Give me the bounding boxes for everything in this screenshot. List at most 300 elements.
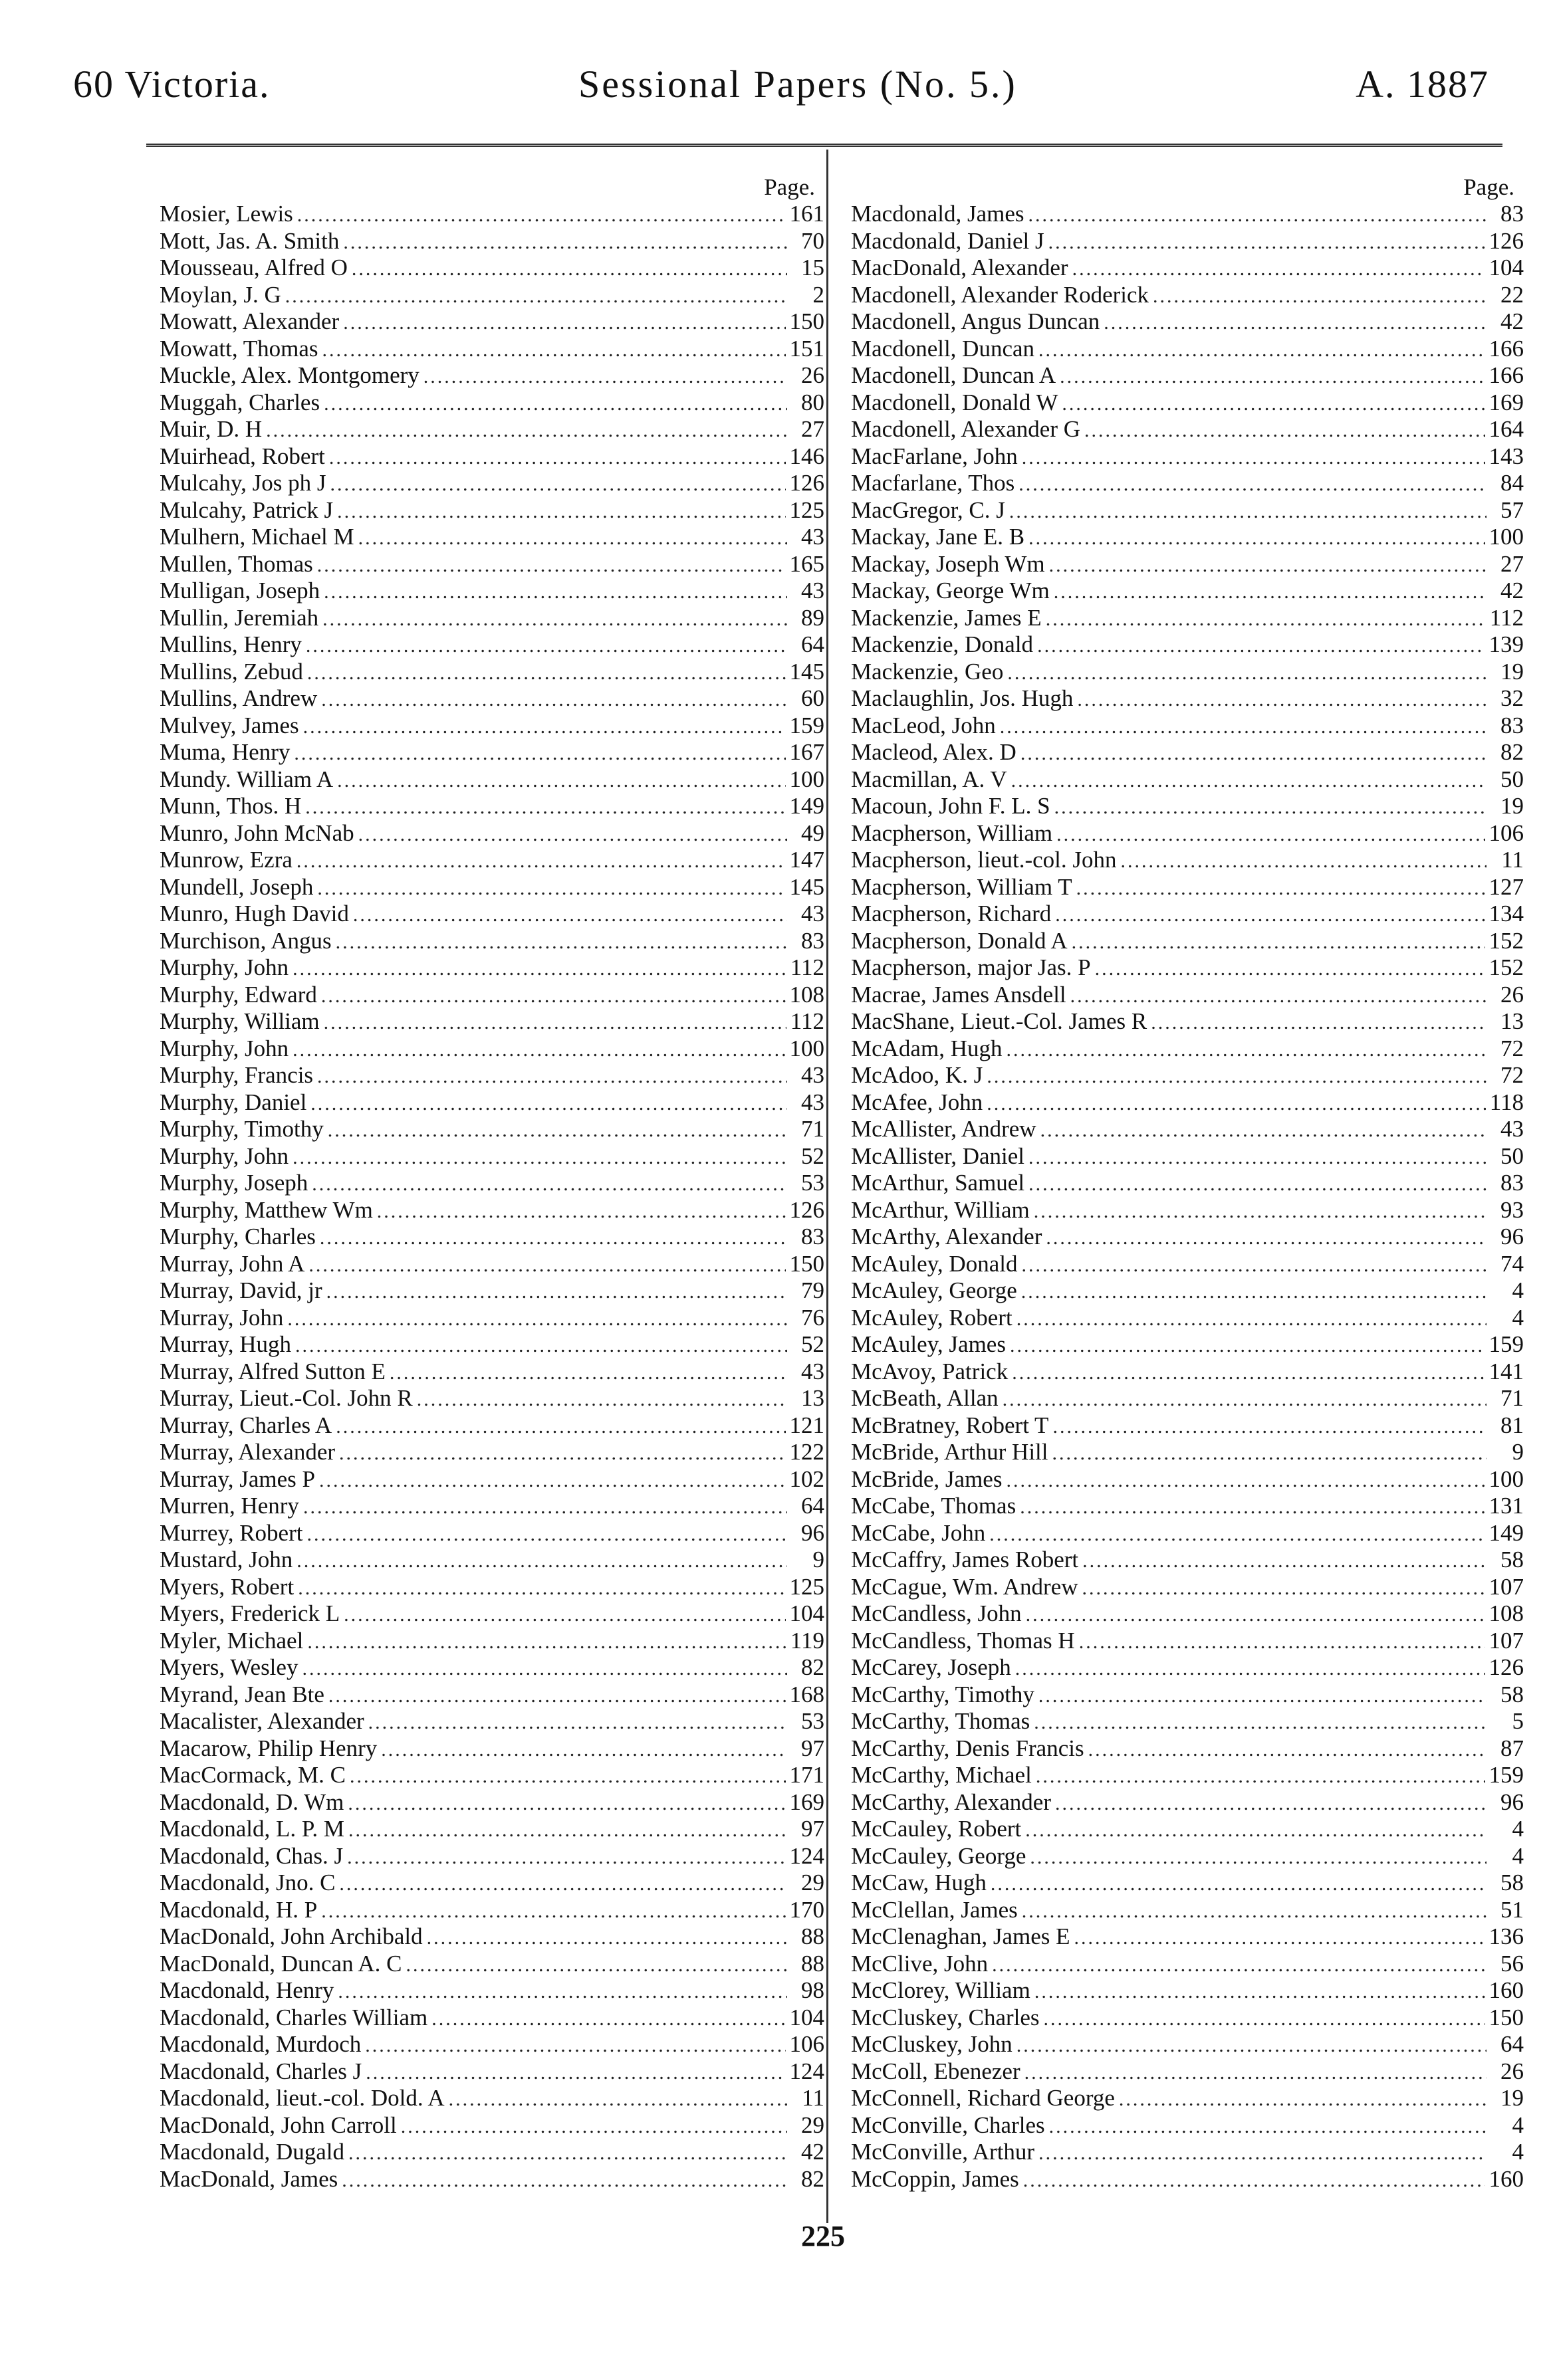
index-entry [160,739,824,766]
index-entry [851,2004,1524,2032]
dot-leader [1022,445,1485,471]
header-year: A. 1887 [1356,62,1489,106]
dot-leader [1046,606,1486,632]
index-entry [851,2139,1524,2166]
entry-page: 170 [789,1896,824,1923]
entry-page: 52 [801,1331,824,1357]
index-entry [160,1466,824,1493]
entry-page: 127 [1489,873,1524,900]
entry-page: 106 [1489,819,1524,846]
index-entry [160,1789,824,1816]
index-entry [851,551,1524,578]
entry-name: Macalister, Alexander [160,1708,364,1734]
index-entry [160,847,824,874]
entry-page: 52 [801,1142,824,1169]
entry-page: 126 [789,470,824,496]
index-entry [851,1224,1524,1251]
entry-page: 4 [1512,2139,1524,2165]
entry-name: Macdonald, Jno. C [160,1870,336,1895]
index-entry [160,1305,824,1332]
dot-leader [353,902,787,928]
dot-leader [1010,1333,1485,1358]
index-entry [160,2166,824,2193]
entry-page: 11 [1501,847,1524,873]
entry-name: Macpherson, major Jas. P [851,954,1091,980]
entry-page: 97 [801,1816,824,1842]
index-entry [851,982,1524,1009]
dot-leader [1088,1737,1487,1763]
entry-page: 160 [1489,2165,1524,2192]
entry-name: Mulhern, Michael M [160,524,354,550]
dot-leader [1025,1817,1487,1843]
entry-page: 83 [801,1224,824,1249]
dot-leader [1072,929,1485,955]
index-entry [851,1385,1524,1412]
entry-name: Murray, Charles A [160,1412,332,1438]
dot-leader [1104,310,1487,336]
entry-name: Mulligan, Joseph [160,578,320,603]
dot-leader [1062,391,1485,417]
entry-name: Mullins, Zebud [160,658,303,685]
index-entry [160,1251,824,1278]
entry-page: 171 [789,1762,824,1788]
entry-name: Macpherson, William [851,819,1053,846]
entry-page: 43 [801,1358,824,1384]
entry-name: Mowatt, Alexander [160,308,340,334]
entry-page: 4 [1512,1304,1524,1331]
entry-page: 72 [1500,1035,1524,1061]
dot-leader [317,552,786,578]
entry-page: 145 [789,658,824,685]
entry-page: 104 [789,2004,824,2030]
entry-page: 100 [789,766,824,792]
index-entry [160,1977,824,2004]
entry-name: Munrow, Ezra [160,847,293,873]
index-entry [851,1251,1524,1278]
entry-page: 5 [1512,1708,1524,1734]
entry-name: Murray, John A [160,1250,305,1277]
dot-leader [1049,552,1487,578]
dot-leader [368,1709,787,1735]
dot-leader [339,1871,787,1897]
entry-page: 107 [1489,1573,1524,1600]
index-entry [160,685,824,712]
index-entry [160,1358,824,1386]
entry-page: 71 [801,1116,824,1142]
index-entry [851,793,1524,820]
entry-page: 43 [801,578,824,603]
entry-name: Murphy, John [160,954,289,980]
index-entry [160,820,824,847]
index-entry [160,1385,824,1412]
dot-leader [347,1844,785,1870]
entry-name: MacDonald, Alexander [851,255,1068,280]
dot-leader [320,1225,787,1251]
entry-name: Macdonald, Daniel J [851,227,1044,254]
index-entry [160,901,824,928]
dot-leader [1079,1629,1485,1655]
index-entry [160,982,824,1009]
index-entry [160,1816,824,1843]
entry-page: 149 [1489,1519,1524,1546]
entry-page: 136 [1489,1923,1524,1949]
index-entry [160,1708,824,1735]
entry-page: 168 [789,1681,824,1707]
entry-name: McCluskey, Charles [851,2004,1040,2030]
dot-leader [352,256,787,282]
dot-leader [326,1279,787,1305]
entry-page: 2 [812,281,824,308]
entry-page: 57 [1500,496,1524,523]
entry-page: 26 [1500,981,1524,1008]
entry-name: Macdonald, Chas. J [160,1842,344,1869]
entry-page: 19 [1500,793,1524,819]
entry-name: McCabe, John [851,1519,986,1546]
entry-name: Muma, Henry [160,739,291,765]
dot-leader [342,2167,787,2193]
entry-name: McCague, Wm. Andrew [851,1573,1078,1600]
index-entry [851,1439,1524,1466]
index-entry [160,954,824,982]
dot-leader [991,1871,1487,1897]
dot-leader [1038,2140,1487,2166]
entry-name: Macdonell, Angus Duncan [851,308,1100,334]
entry-page: 159 [1489,1762,1524,1788]
index-entry [160,497,824,524]
dot-leader [336,929,787,955]
index-entry [851,1951,1524,1978]
index-entry [160,1331,824,1358]
entry-page: 79 [801,1277,824,1303]
entry-page: 51 [1500,1896,1524,1923]
entry-name: Munn, Thos. H [160,793,302,819]
dot-leader [390,1360,787,1386]
dot-leader [449,2086,787,2112]
entry-page: 100 [789,1035,824,1061]
entry-name: McClorey, William [851,1977,1030,2003]
entry-page: 151 [789,335,824,362]
index-entry [160,470,824,497]
entry-name: McConville, Charles [851,2111,1045,2138]
entry-name: McClellan, James [851,1896,1018,1923]
index-entry [851,2058,1524,2086]
index-entry [160,1224,824,1251]
entry-page: 96 [1500,1788,1524,1815]
dot-leader [330,471,786,497]
entry-page: 118 [1489,1089,1524,1115]
entry-name: Mulcahy, Jos ph J [160,470,326,496]
dot-leader [344,1602,785,1628]
entry-name: McCarthy, Thomas [851,1708,1030,1734]
entry-page: 97 [801,1735,824,1761]
index-entry [160,362,824,389]
entry-name: Murray, Alexander [160,1439,336,1465]
dot-leader [1077,687,1487,712]
index-entry [851,1358,1524,1386]
index-entry [851,282,1524,309]
entry-page: 43 [801,1089,824,1115]
dot-leader [431,2006,785,2032]
dot-leader [1082,1575,1485,1601]
entry-name: McAvoy, Patrick [851,1358,1009,1384]
dot-leader [1028,1144,1487,1170]
index-entry [851,1277,1524,1305]
entry-name: Murray, David, jr [160,1277,322,1303]
entry-name: Mosier, Lewis [160,201,293,227]
entry-name: Maclaughlin, Jos. Hugh [851,685,1074,711]
dot-leader [989,1521,1485,1547]
entry-page: 58 [1500,1681,1524,1707]
index-entry [851,1493,1524,1520]
entry-page: 112 [1489,604,1524,631]
dot-leader [303,1494,787,1520]
index-entry [851,1089,1524,1117]
index-entry [160,524,824,551]
entry-name: Mackenzie, Donald [851,631,1034,657]
entry-name: Macdonell, Alexander G [851,416,1081,442]
entry-page: 4 [1512,1277,1524,1303]
entry-page: 145 [789,873,824,900]
index-entry [851,2085,1524,2112]
dot-leader [1084,417,1485,443]
entry-page: 126 [1489,227,1524,254]
entry-page: 56 [1500,1950,1524,1977]
index-entry [160,1116,824,1143]
entry-page: 143 [1489,443,1524,469]
entry-page: 119 [790,1627,824,1654]
index-entry [160,1574,824,1601]
entry-page: 88 [801,1923,824,1949]
index-entry [160,1628,824,1655]
dot-leader [298,1575,785,1601]
entry-name: Macdonald, Murdoch [160,2031,362,2057]
dot-leader [324,1010,786,1035]
index-entry [160,443,824,471]
entry-page: 100 [1489,524,1524,550]
entry-name: Macdonell, Alexander Roderick [851,281,1149,308]
header-volume: 60 Victoria. [73,62,271,106]
dot-leader [1022,1898,1487,1924]
entry-name: Macdonald, L. P. M [160,1816,345,1842]
entry-page: 58 [1500,1547,1524,1572]
entry-page: 13 [801,1385,824,1411]
index-entry [851,631,1524,659]
dot-leader [427,1925,787,1951]
index-entry [160,2112,824,2139]
entry-name: Macpherson, lieut.-col. John [851,847,1117,873]
entry-name: Myers, Robert [160,1573,295,1600]
entry-name: MacLeod, John [851,712,996,738]
header-title: Sessional Papers (No. 5.) [578,62,1017,106]
dot-leader [1018,471,1487,497]
index-entry [851,336,1524,363]
entry-page: 53 [801,1708,824,1734]
dot-leader [1153,283,1487,309]
index-entry [160,2058,824,2086]
index-entry [160,2085,824,2112]
dot-leader [1060,364,1485,389]
index-entry [160,578,824,605]
entry-name: Macdonald, James [851,201,1024,227]
entry-name: Mullins, Andrew [160,685,318,711]
dot-leader [406,1952,787,1978]
dot-leader [358,525,787,551]
index-entry [160,1439,824,1466]
entry-page: 152 [1489,954,1524,980]
index-entry [160,1008,824,1035]
index-entry [160,1654,824,1681]
entry-name: Moylan, J. G [160,281,281,308]
dot-leader [324,579,787,605]
index-entry [160,1951,824,1978]
entry-name: McCarthy, Denis Francis [851,1735,1084,1761]
entry-name: McClive, John [851,1950,989,1977]
entry-page: 70 [801,227,824,254]
entry-name: Murphy, Matthew Wm [160,1196,373,1223]
index-entry [160,1870,824,1897]
entry-name: Murray, John [160,1304,284,1331]
index-entry [160,659,824,686]
right-index-column [851,174,1524,2193]
dot-leader [1056,821,1485,847]
index-entry [851,1654,1524,1681]
index-entry [851,228,1524,255]
index-entry [851,1762,1524,1789]
entry-name: Murrey, Robert [160,1519,303,1546]
dot-leader [295,1333,787,1358]
dot-leader [285,283,787,309]
index-entry [851,470,1524,497]
entry-page: 42 [801,2139,824,2165]
entry-page: 149 [789,793,824,819]
entry-page: 124 [789,1842,824,1869]
index-entry [160,1062,824,1089]
dot-leader [1082,1548,1487,1574]
dot-leader [358,821,787,847]
entry-page: 82 [801,2165,824,2192]
index-entry [851,1143,1524,1170]
index-entry [851,1600,1524,1628]
index-entry [160,416,824,443]
entry-page: 50 [1500,1142,1524,1169]
dot-leader [1076,875,1485,901]
entry-page: 106 [789,2031,824,2057]
dot-leader [321,983,786,1009]
dot-leader [343,310,785,336]
entry-name: Murren, Henry [160,1493,299,1519]
dot-leader [336,1414,785,1440]
dot-leader [377,1198,786,1224]
dot-leader [1036,1763,1485,1789]
dot-leader [1006,1037,1487,1063]
entry-page: 87 [1500,1735,1524,1761]
entry-name: McCaffry, James Robert [851,1547,1079,1572]
index-entry [160,928,824,955]
entry-name: Myers, Frederick L [160,1600,340,1626]
entry-page: 29 [801,2111,824,2138]
dot-leader [1034,1979,1485,2004]
index-entry [851,416,1524,443]
dot-leader [992,1952,1487,1978]
entry-page: 4 [1512,1816,1524,1842]
entry-name: Macarow, Philip Henry [160,1735,378,1761]
index-entry [160,1277,824,1305]
entry-page: 43 [1500,1116,1524,1142]
dot-leader [324,391,787,417]
entry-page: 126 [1489,1654,1524,1680]
dot-leader [1020,1494,1485,1520]
entry-page: 152 [1489,927,1524,954]
entry-name: Macdonald, Dugald [160,2139,344,2165]
dot-leader [381,1737,787,1763]
dot-leader [1095,956,1485,982]
entry-page: 29 [801,1870,824,1895]
dot-leader [303,714,786,740]
entry-name: McClenaghan, James E [851,1923,1070,1949]
entry-page: 141 [1489,1358,1524,1384]
dot-leader [417,1386,787,1412]
entry-name: Mulcahy, Patrick J [160,496,334,523]
dot-leader [1020,740,1487,766]
entry-page: 27 [801,416,824,442]
index-entry [160,1923,824,1951]
dot-leader [1016,2032,1487,2058]
column-divider [826,150,828,2223]
index-entry [851,1305,1524,1332]
index-entry [160,308,824,336]
dot-leader [1038,337,1485,363]
dot-leader [1038,1683,1487,1709]
dot-leader [308,1252,785,1278]
entry-name: McCandless, Thomas H [851,1627,1075,1654]
entry-page: 26 [801,362,824,388]
entry-name: McCabe, Thomas [851,1493,1016,1519]
entry-name: Macpherson, William T [851,873,1072,900]
index-entry [851,1062,1524,1089]
entry-name: Mundell, Joseph [160,873,314,900]
entry-page: 126 [789,1196,824,1223]
entry-name: Macdonald, D. Wm [160,1788,344,1815]
dot-leader [1007,660,1487,686]
index-entry [160,551,824,578]
dot-leader [1000,714,1487,740]
entry-name: Murchison, Angus [160,927,332,954]
entry-page: 124 [789,2058,824,2084]
entry-name: McAuley, James [851,1331,1006,1357]
entry-name: McBratney, Robert T [851,1412,1049,1438]
index-entry [160,2031,824,2058]
dot-leader [1121,848,1487,874]
index-entry [851,605,1524,632]
entry-page: 107 [1489,1627,1524,1654]
entry-page: 43 [801,524,824,550]
entry-page: 166 [1489,362,1524,388]
index-entry [160,1681,824,1709]
index-entry [851,389,1524,417]
entry-name: Murphy, Charles [160,1224,316,1249]
entry-name: Murphy, John [160,1035,289,1061]
entry-name: Murphy, Edward [160,981,317,1008]
index-entry [851,2031,1524,2058]
entry-page: 15 [801,255,824,280]
entry-name: Macrae, James Ansdell [851,981,1066,1008]
index-entry [160,712,824,740]
entry-name: Mott, Jas. A. Smith [160,227,340,254]
index-entry [160,1600,824,1628]
dot-leader [1021,1252,1487,1278]
entry-name: McBride, James [851,1465,1003,1492]
entry-name: Muirhead, Robert [160,443,325,469]
